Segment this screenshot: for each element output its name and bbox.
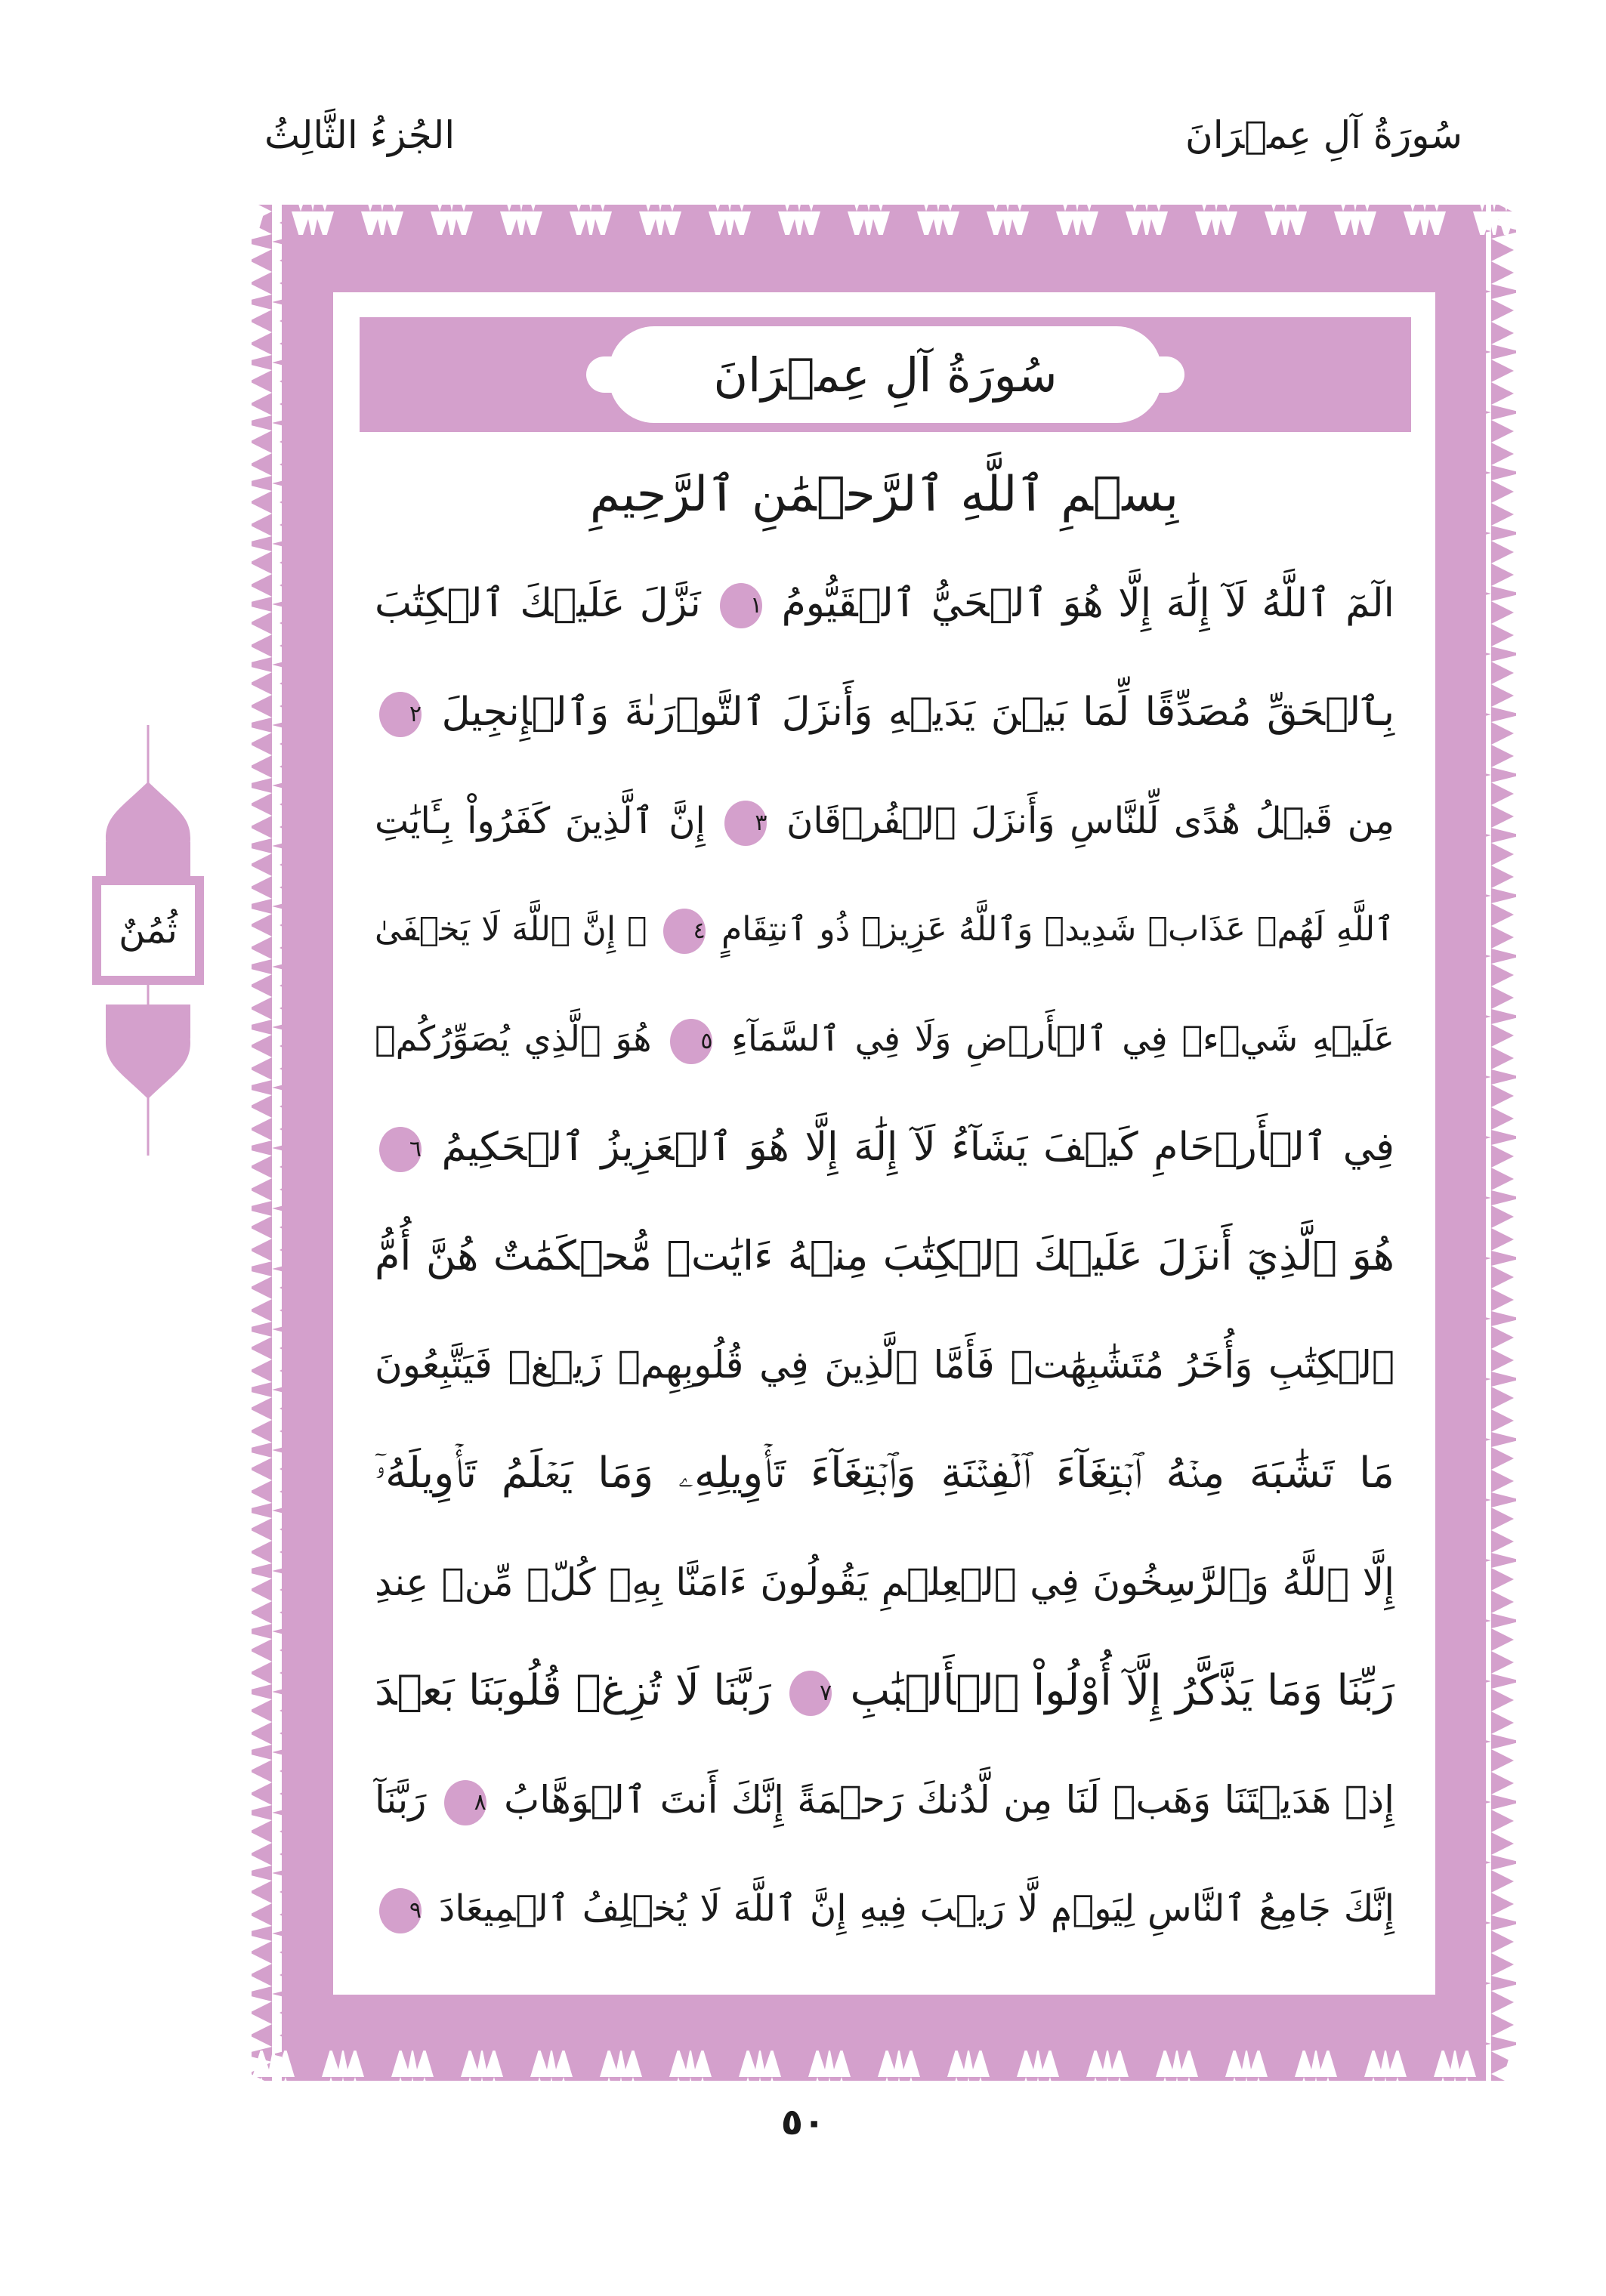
verse-line bbox=[375, 1745, 1394, 1854]
verse-line bbox=[375, 1528, 1394, 1637]
verse-text: إِنَّ ٱلَّذِينَ كَفَرُواْ بِـَٔايَٰتِ bbox=[375, 800, 706, 842]
verse-line bbox=[375, 1637, 1394, 1745]
ayah-number-marker: ٥ bbox=[670, 1019, 712, 1064]
verse-text: مِن قَبۡلُ هُدًى لِّلنَّاسِ وَأَنزَلَ ٱلۡفُرۡقَانَ bbox=[786, 800, 1394, 842]
verse-line bbox=[375, 1854, 1394, 1963]
verse-text: هُوَ ٱلَّذِي يُصَوِّرُكُمۡ bbox=[375, 1018, 652, 1059]
ayah-number-marker: ٤ bbox=[663, 909, 706, 954]
verse-text: نَزَّلَ عَلَيۡكَ ٱلۡكِتَٰبَ bbox=[375, 581, 701, 626]
verse-line bbox=[375, 1093, 1394, 1202]
verse-text: عَلَيۡهِ شَيۡءٞ فِي ٱلۡأَرۡضِ وَلَا فِي ٱلسَّمَآءِ bbox=[731, 1018, 1395, 1059]
ayah-number-marker: ٨ bbox=[444, 1780, 486, 1825]
verse-text: هُوَ ٱلَّذِيٓ أَنزَلَ عَلَيۡكَ ٱلۡكِتَٰبَ مِنۡهُ ءَايَٰتٞ مُّحۡكَمَٰتٌ هُنَّ أُمُّ bbox=[375, 1232, 1394, 1279]
verse-line bbox=[375, 767, 1394, 875]
verse-text: إِذۡ هَدَيۡتَنَا وَهَبۡ لَنَا مِن لَّدُنكَ رَحۡمَةً إِنَّكَ أَنتَ ٱلۡوَهَّابُ bbox=[504, 1778, 1394, 1822]
verse-lines bbox=[375, 549, 1394, 1963]
ayah-number-marker: ١ bbox=[720, 583, 762, 628]
verse-text: رَبَّنَا لَا تُزِغۡ قُلُوبَنَا بَعۡدَ bbox=[375, 1666, 771, 1715]
verse-text: الٓمٓ ٱللَّهُ لَآ إِلَٰهَ إِلَّا هُوَ ٱلۡحَيُّ ٱلۡقَيُّومُ bbox=[781, 581, 1395, 626]
verse-line bbox=[375, 875, 1394, 984]
verse-text: ۞ إِنَّ ٱللَّهَ لَا يَخۡفَىٰ bbox=[375, 910, 647, 949]
verse-text: ٱلۡكِتَٰبِ وَأُخَرُ مُتَشَٰبِهَٰتٞ فَأَمَّا ٱلَّذِينَ فِي قُلُوبِهِمۡ زَيۡغٞ فَيَتَّبِعُونَ bbox=[375, 1343, 1394, 1387]
page-number: ٥٠ bbox=[780, 2101, 826, 2143]
ayah-number-marker: ٢ bbox=[379, 692, 422, 737]
basmala: بِسۡمِ ٱللَّهِ ٱلرَّحۡمَٰنِ ٱلرَّحِيمِ bbox=[589, 467, 1179, 523]
verse-text: رَبِّنَا وَمَا يَذَّكَّرُ إِلَّآ أُوْلُواْ ٱلۡأَلۡبَٰبِ bbox=[850, 1666, 1394, 1715]
verse-line bbox=[375, 1202, 1394, 1310]
text-area bbox=[333, 292, 1435, 1995]
thumn-marker bbox=[91, 725, 205, 1156]
verse-line bbox=[375, 1419, 1394, 1528]
running-header-juz: الجُزءُ الثَّالِثُ bbox=[264, 113, 456, 157]
ayah-number-marker: ٧ bbox=[789, 1671, 832, 1716]
verse-text: ٱللَّهِ لَهُمۡ عَذَابٞ شَدِيدٞ وَٱللَّهُ عَزِيزٞ ذُو ٱنتِقَامٍ bbox=[721, 910, 1394, 949]
verse-text: رَبَّنَآ bbox=[375, 1778, 427, 1822]
verse-text: إِنَّكَ جَامِعُ ٱلنَّاسِ لِيَوۡمٖ لَّا رَيۡبَ فِيهِ إِنَّ ٱللَّهَ لَا يُخۡلِفُ ٱلۡمِيعَادَ bbox=[438, 1887, 1394, 1930]
verse-text: فِي ٱلۡأَرۡحَامِ كَيۡفَ يَشَآءُ لَآ إِلَٰهَ إِلَّا هُوَ ٱلۡعَزِيزُ ٱلۡحَكِيمُ bbox=[441, 1125, 1395, 1170]
surah-title: سُورَةُ آلِ عِمۡرَانَ bbox=[609, 326, 1162, 423]
verse-line bbox=[375, 1310, 1394, 1419]
surah-title-band bbox=[360, 317, 1411, 432]
verse-text: إِلَّا ٱللَّهُ وَٱلرَّٰسِخُونَ فِي ٱلۡعِلۡمِ يَقُولُونَ ءَامَنَّا بِهِۦ كُلّٞ مِّنۡ عِندِ bbox=[375, 1560, 1394, 1604]
verse-line bbox=[375, 984, 1394, 1093]
verse-text: بِٱلۡحَقِّ مُصَدِّقًا لِّمَا بَيۡنَ يَدَيۡهِ وَأَنزَلَ ٱلتَّوۡرَىٰةَ وَٱلۡإِنجِيلَ bbox=[441, 690, 1394, 735]
ayah-number-marker: ٣ bbox=[724, 801, 767, 846]
thumn-label: ثُمُنٌ bbox=[92, 876, 204, 985]
verse-line bbox=[375, 549, 1394, 658]
verse-text: مَا تَشَٰبَهَ مِنۡهُ ٱبۡتِغَآءَ ٱلۡفِتۡنَةِ وَٱبۡتِغَآءَ تَأۡوِيلِهِۦ وَمَا يَعۡلَمُ تَأۡوِيلَهُۥٓ bbox=[375, 1449, 1394, 1498]
ayah-number-marker: ٩ bbox=[379, 1888, 422, 1933]
verse-line bbox=[375, 658, 1394, 767]
ayah-number-marker: ٦ bbox=[379, 1127, 422, 1172]
running-header-surah: سُورَةُ آلِ عِمۡرَانَ bbox=[1184, 113, 1462, 157]
